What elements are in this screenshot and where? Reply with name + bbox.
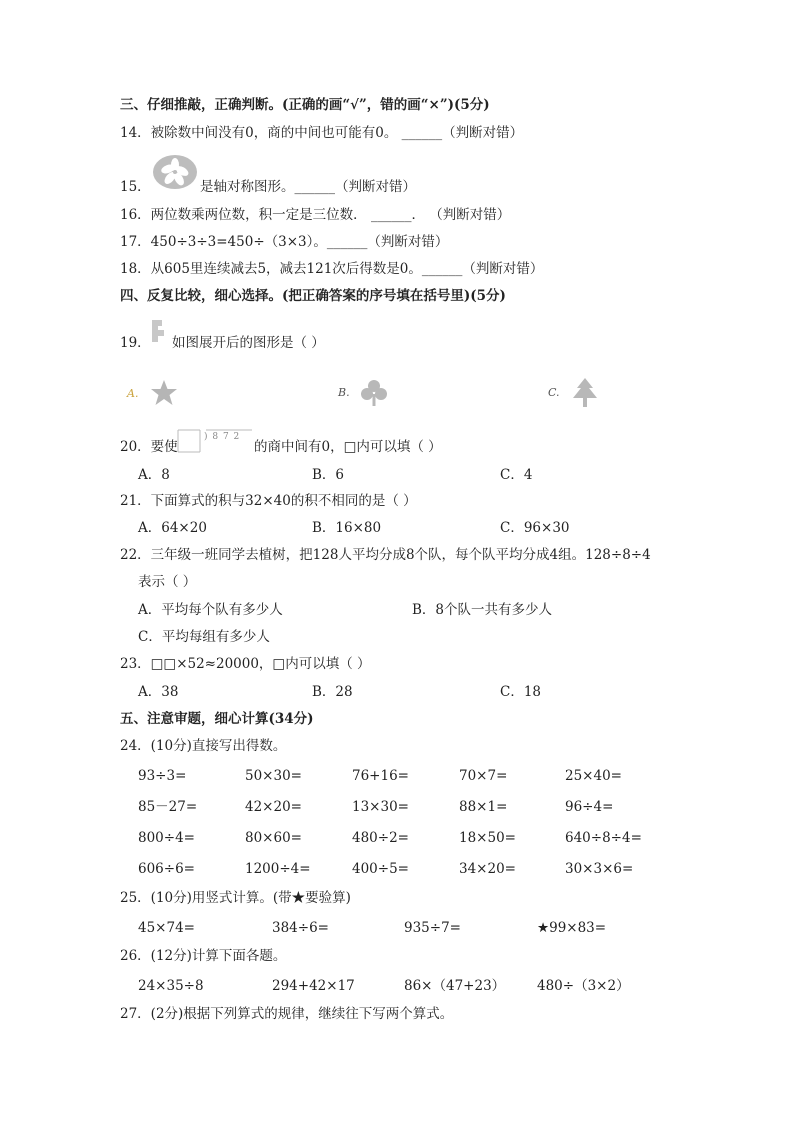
star-option-icon [149, 378, 179, 408]
question-22-line-1: 22．三年级一班同学去植树，把128人平均分成8个队，每个队平均分成4组。128÷8÷4 [120, 547, 651, 563]
question-18: 18．从605里连续减去5，减去121次后得数是0。______（判断对错） [120, 261, 544, 277]
q21-option-b: B．16×80 [312, 520, 382, 536]
question-15: 是轴对称图形。______（判断对错） [200, 179, 416, 195]
folded-paper-image [150, 318, 170, 344]
calc-item: 34×20= [459, 861, 516, 877]
calc-item: 80×60= [245, 830, 302, 846]
calc-item: 1200÷4= [245, 861, 311, 877]
q23-option-c: C．18 [500, 684, 542, 700]
club-option-icon [360, 378, 388, 408]
section-5-title: 五、注意审题，细心计算(34分) [120, 711, 314, 727]
question-26: 26．(12分)计算下面各题。 [120, 948, 287, 964]
question-20: 的商中间有0，□内可以填（ ） [254, 439, 442, 455]
question-17: 17．450÷3÷3=450÷（3×3）。______（判断对错） [120, 234, 449, 250]
q23-option-b: B．28 [312, 684, 353, 700]
tree-option-icon [570, 376, 600, 408]
mixed-calc-item: 480÷（3×2） [537, 978, 630, 994]
vertical-calc-item: ★99×83= [537, 920, 607, 936]
question-15-number: 15． [120, 179, 151, 195]
vertical-calc-item: 384÷6= [272, 920, 329, 936]
long-division-image [176, 426, 254, 456]
calc-item: 96÷4= [565, 799, 614, 815]
mixed-calc-item: 294+42×17 [272, 978, 355, 994]
calc-item: 42×20= [245, 799, 302, 815]
q21-option-c: C．96×30 [500, 520, 570, 536]
calc-item: 800÷4= [138, 830, 195, 846]
q22-option-a: A．平均每个队有多少人 [138, 602, 283, 618]
q23-option-a: A．38 [138, 684, 179, 700]
vertical-calc-item: 45×74= [138, 920, 195, 936]
vertical-calc-item: 935÷7= [404, 920, 461, 936]
calc-item: 50×30= [245, 768, 302, 784]
mixed-calc-item: 24×35÷8 [138, 978, 204, 994]
section-4-title: 四、反复比较，细心选择。(把正确答案的序号填在括号里)(5分) [120, 288, 506, 304]
calc-item: 13×30= [352, 799, 409, 815]
q22-option-c: C．平均每组有多少人 [138, 629, 270, 645]
calc-item: 85－27= [138, 799, 198, 815]
calc-item: 606÷6= [138, 861, 195, 877]
mixed-calc-item: 86×（47+23） [404, 978, 506, 994]
calc-item: 93÷3= [138, 768, 187, 784]
question-19: 如图展开后的图形是（ ） [172, 335, 325, 351]
calc-item: 70×7= [459, 768, 508, 784]
question-19-number: 19． [120, 335, 151, 351]
calc-item: 640÷8÷4= [565, 830, 642, 846]
calc-item: 30×3×6= [565, 861, 634, 877]
q20-option-a: A．8 [138, 467, 170, 483]
calc-item: 25×40= [565, 768, 622, 784]
calc-item: 76+16= [352, 768, 409, 784]
calc-item: 88×1= [459, 799, 508, 815]
calc-item: 18×50= [459, 830, 516, 846]
question-23: 23．□□×52≈20000，□内可以填（ ） [120, 656, 371, 672]
question-16: 16．两位数乘两位数，积一定是三位数． ______． （判断对错） [120, 207, 511, 223]
option-c-label: C. [548, 386, 560, 399]
q21-option-a: A．64×20 [138, 520, 207, 536]
question-27: 27．(2分)根据下列算式的规律，继续往下写两个算式。 [120, 1006, 454, 1022]
q20-option-b: B．6 [312, 467, 345, 483]
question-24: 24．(10分)直接写出得数。 [120, 738, 287, 754]
bauhinia-flag-image [152, 154, 198, 190]
q22-option-b: B．8个队一共有多少人 [412, 602, 553, 618]
option-b-label: B. [338, 386, 350, 399]
option-a-label: A. [127, 387, 139, 400]
question-20-prefix: 20．要使 [120, 439, 178, 455]
calc-item: 400÷5= [352, 861, 409, 877]
question-25: 25．(10分)用竖式计算。(带★要验算) [120, 890, 351, 906]
division-digits: ) 8 7 2 [204, 432, 241, 442]
question-21: 21．下面算式的积与32×40的积不相同的是（ ） [120, 493, 417, 509]
q20-option-c: C．4 [500, 467, 533, 483]
question-22-line-2: 表示（ ） [138, 574, 197, 590]
calc-item: 480÷2= [352, 830, 409, 846]
question-14: 14．被除数中间没有0，商的中间也可能有0。 ______（判断对错） [120, 125, 524, 141]
section-3-title: 三、仔细推敲，正确判断。(正确的画“√”，错的画“×”)(5分) [120, 97, 490, 113]
